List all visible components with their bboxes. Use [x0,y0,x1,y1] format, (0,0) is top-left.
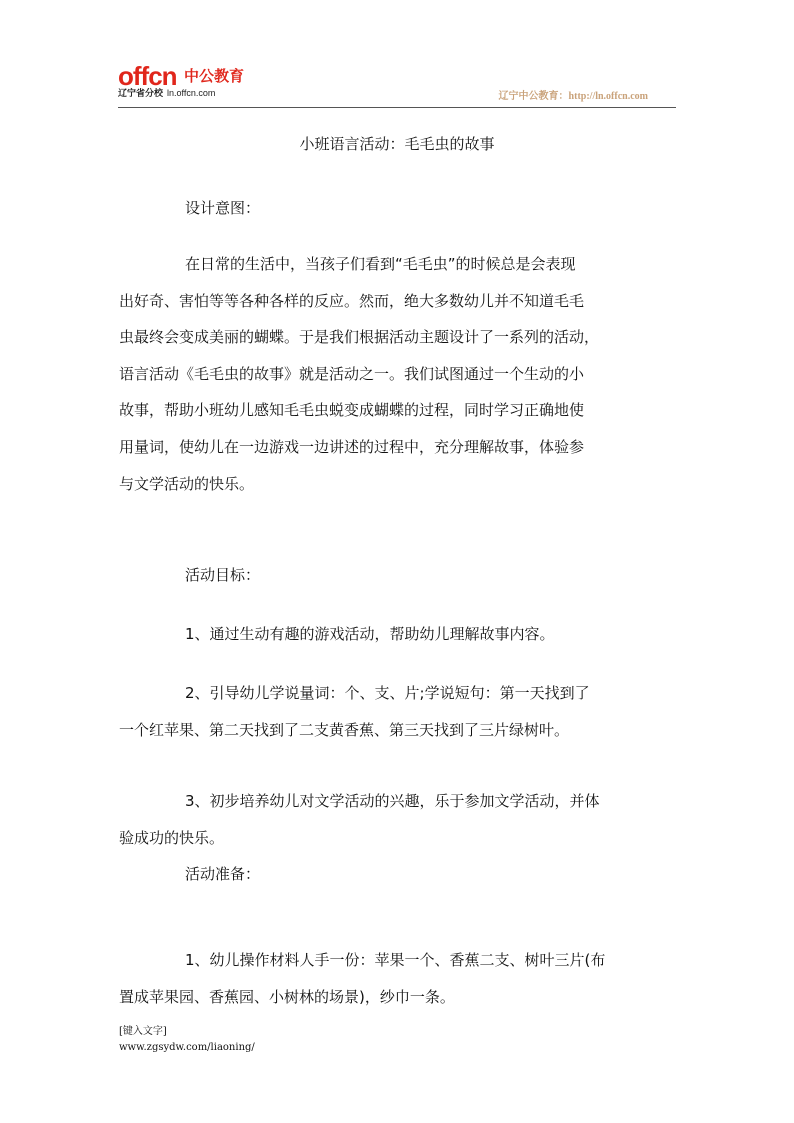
section-heading-prep: 活动准备： [185,865,261,883]
document-title: 小班语言活动：毛毛虫的故事 [299,135,495,153]
page-footer [119,1024,255,1056]
goal-item-3: 3、初步培养幼儿对文学活动的兴趣，乐于参加文学活动，并体 验成功的快乐。 [119,792,600,847]
header-contact [499,90,648,104]
prep-item-1: 1、幼儿操作材料人手一份：苹果一个、香蕉二支、树叶三片(布 置成苹果园、香蕉园、小树林的场景)，纱巾一条。 [119,951,606,1006]
logo-subtitle [118,87,215,100]
offcn-logo [118,62,268,102]
section-heading-design: 设计意图： [185,199,261,217]
logo-chinese-name: 中公教育 [184,67,245,85]
header-url[interactable]: http://ln.offcn.com [568,91,648,102]
section-heading-goals: 活动目标： [185,566,261,584]
footer-placeholder[interactable]: [键入文字] [119,1026,167,1037]
intro-paragraph: 在日常的生活中，当孩子们看到“毛毛虫”的时候总是会表现 出好奇、害怕等等各种各样的反应。然而，绝大多数幼儿并不知道毛毛 虫最终会变成美丽的蝴蝶。于是我们根据活动主题设计了一系列的活动， 语言活动《毛毛虫的故事》就是活动之一。我们试图通过一个生动的小 故事，帮助小班幼儿感知毛毛虫蜕变成蝴蝶的过程，同时学习正确地使 用量词，使幼儿在一边游戏一边讲述的过程中，充分理解故事，体验参 与文学活动的快乐。 [119,255,600,493]
page-header [118,62,676,108]
goal-item-2: 2、引导幼儿学说量词：个、支、片;学说短句：第一天找到了 一个红苹果、第二天找到了二支黄香蕉、第三天找到了三片绿树叶。 [119,684,590,739]
logo-wordmark: offcn [118,61,177,91]
footer-url[interactable]: www.zgsydw.com/liaoning/ [119,1042,255,1053]
header-divider [118,107,676,108]
logo-branch: 辽宁省分校 [118,89,164,99]
logo-site: ln.offcn.com [167,88,216,98]
header-label: 辽宁中公教育： [498,91,569,102]
goal-item-1: 1、通过生动有趣的游戏活动，帮助幼儿理解故事内容。 [185,625,555,643]
